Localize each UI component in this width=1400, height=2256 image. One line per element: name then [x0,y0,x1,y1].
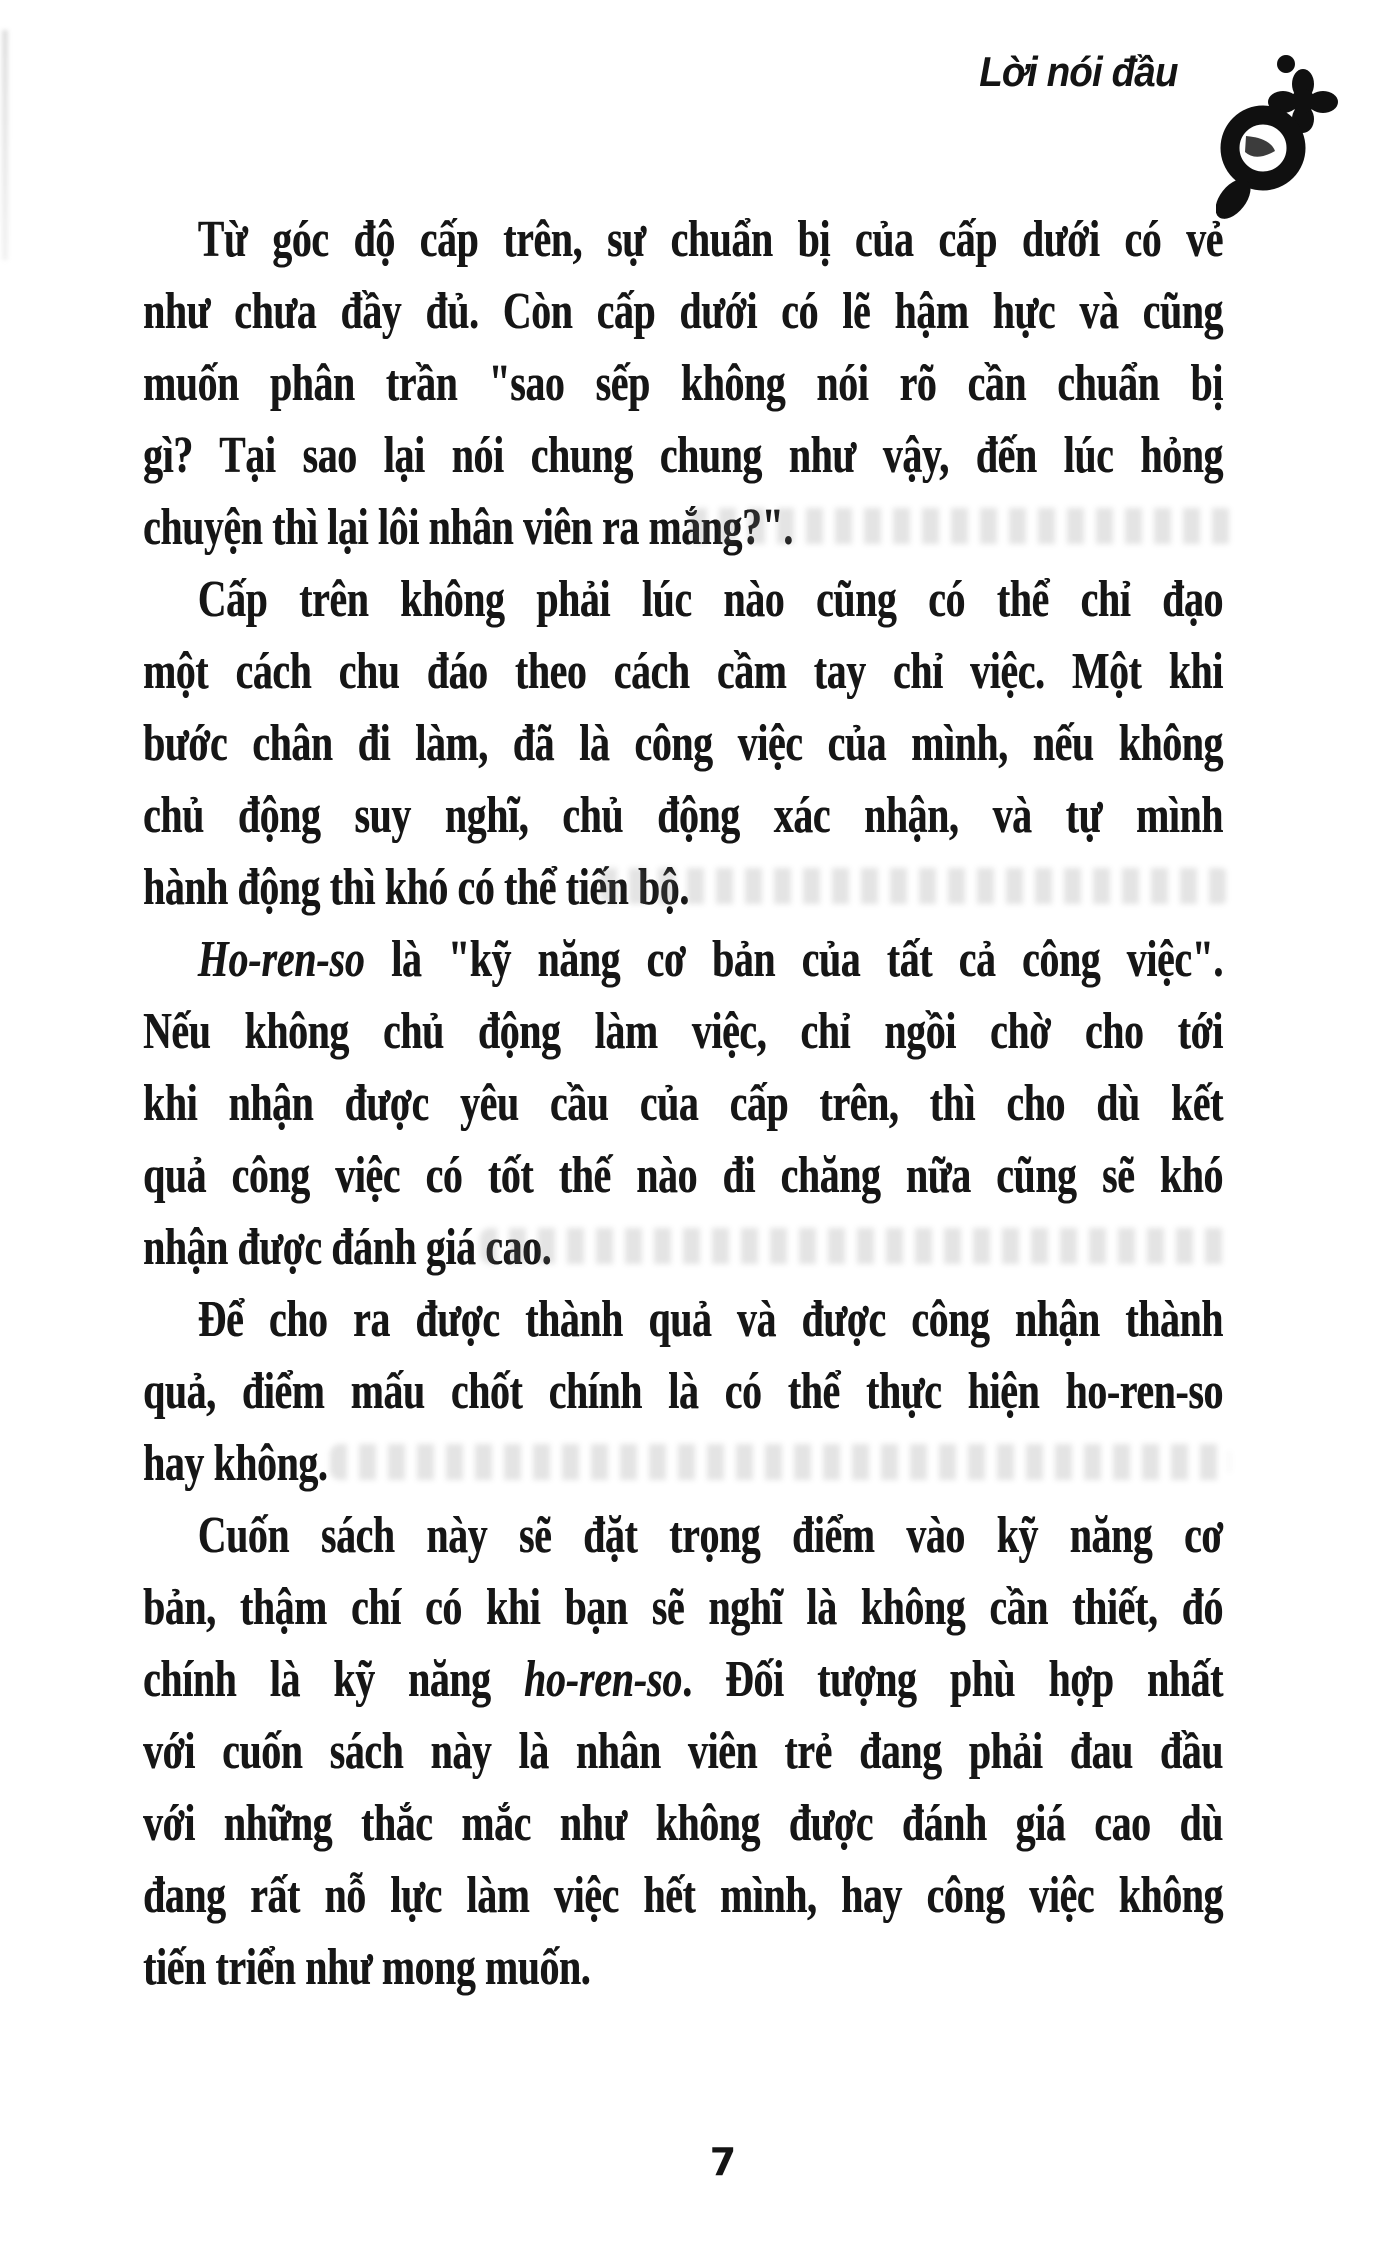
text-line [143,924,1223,996]
text-line [143,708,1223,780]
scan-edge-artifact [2,30,8,260]
text-line [143,1788,1223,1860]
text-line [143,492,1223,564]
text-line [143,1644,1223,1716]
text-segment: bước chân đi làm, đã là công việc của mình, nếu không [143,715,1223,772]
text-segment: hành động thì khó có thể tiến bộ. [143,859,689,916]
text-line [143,1140,1223,1212]
emphasis-term: ho-ren-so [523,1651,683,1708]
text-segment: bản, thậm chí có khi bạn sẽ nghĩ là không cần thiết, đó [143,1579,1223,1636]
paragraph [143,204,1223,564]
stamp-doodle-icon [1216,50,1350,222]
text-segment: gì? Tại sao lại nói chung chung như vậy, đến lúc hỏng [143,427,1223,484]
text-segment: Cuốn sách này sẽ đặt trọng điểm vào kỹ năng cơ [197,1507,1223,1564]
text-segment: quả, điểm mấu chốt chính là có thể thực hiện ho-ren-so [143,1363,1223,1420]
text-segment: . Đối tượng phù hợp nhất [682,1651,1223,1708]
text-segment: một cách chu đáo theo cách cầm tay chỉ việc. Một khi [143,643,1223,700]
text-segment: quả công việc có tốt thế nào đi chăng nữa cũng sẽ khó [143,1147,1223,1204]
text-segment: với cuốn sách này là nhân viên trẻ đang phải đau đầu [143,1723,1223,1780]
text-line [143,1500,1223,1572]
text-line [143,1932,1223,2004]
text-line [143,852,1223,924]
emphasis-term: Ho-ren-so [197,931,365,988]
text-line [143,1428,1223,1500]
text-segment: chủ động suy nghĩ, chủ động xác nhận, và tự mình [143,787,1223,844]
running-header-title: Lời nói đầu [979,48,1178,95]
text-line [143,1572,1223,1644]
text-line [143,564,1223,636]
text-line [143,348,1223,420]
text-line [143,276,1223,348]
text-line [143,1356,1223,1428]
text-segment: nhận được đánh giá cao. [143,1219,552,1276]
text-line [143,1284,1223,1356]
text-segment: hay không. [143,1435,328,1492]
text-line [143,636,1223,708]
paragraph [143,1284,1223,1500]
text-segment: tiến triển như mong muốn. [143,1939,591,1996]
paragraph [143,924,1223,1284]
text-segment: Cấp trên không phải lúc nào cũng có thể chỉ đạo [197,571,1223,628]
paragraph [143,1500,1223,2004]
text-segment: chuyện thì lại lôi nhân viên ra mắng?". [143,499,793,556]
text-line [143,996,1223,1068]
text-segment: chính là kỹ năng [143,1651,524,1708]
paragraph [143,564,1223,924]
text-segment: muốn phân trần "sao sếp không nói rõ cần chuẩn bị [143,355,1223,412]
text-line [143,780,1223,852]
text-segment: đang rất nỗ lực làm việc hết mình, hay công việc không [143,1867,1223,1924]
text-line [143,1068,1223,1140]
text-segment: khi nhận được yêu cầu của cấp trên, thì cho dù kết [143,1075,1223,1132]
text-segment: như chưa đầy đủ. Còn cấp dưới có lẽ hậm hực và cũng [143,283,1223,340]
text-segment: với những thắc mắc như không được đánh giá cao dù [143,1795,1223,1852]
body-text-block [143,204,1223,2004]
text-segment: Từ góc độ cấp trên, sự chuẩn bị của cấp dưới có vẻ [197,211,1223,268]
text-segment: Nếu không chủ động làm việc, chỉ ngồi chờ cho tới [143,1003,1223,1060]
text-line [143,1212,1223,1284]
text-line [143,1716,1223,1788]
text-segment: là "kỹ năng cơ bản của tất cả công việc". [364,931,1223,988]
page-number: 7 [709,2140,737,2184]
text-segment: Để cho ra được thành quả và được công nhận thành [197,1291,1223,1348]
text-line [143,420,1223,492]
text-line [143,204,1223,276]
text-line [143,1860,1223,1932]
